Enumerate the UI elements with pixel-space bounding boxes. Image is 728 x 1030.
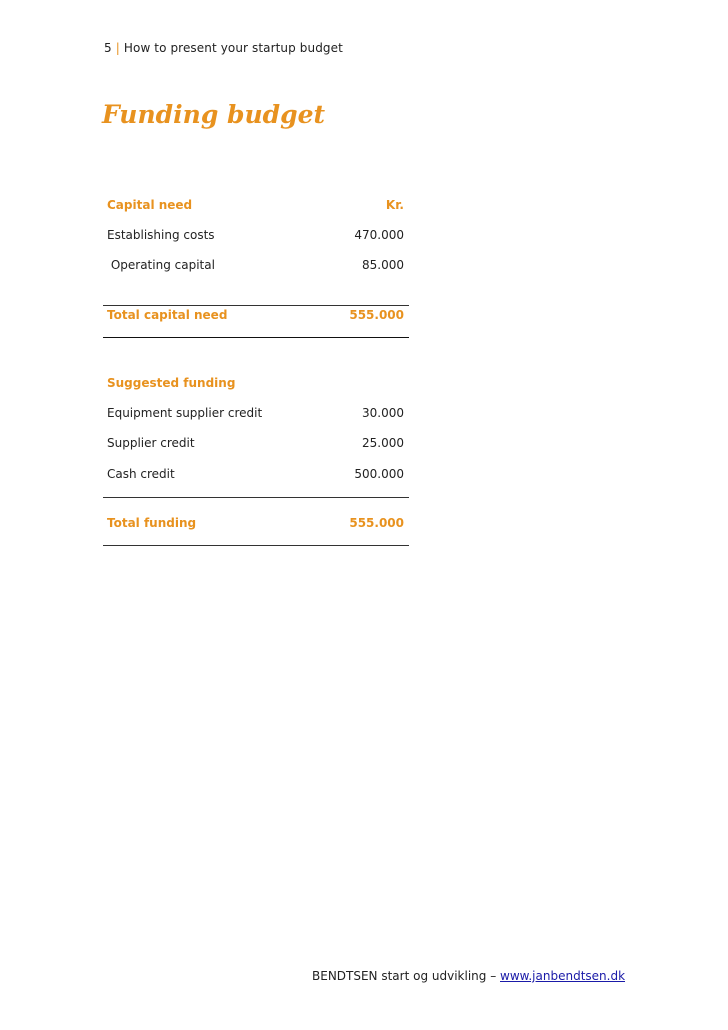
suggested-funding-heading: Suggested funding (107, 376, 236, 390)
total-value: 555.000 (349, 308, 404, 322)
capital-need-heading: Capital need (107, 198, 193, 212)
total-funding-row (103, 513, 409, 533)
page-header (104, 41, 343, 55)
total-capital-need-row (103, 305, 409, 325)
website-link[interactable]: www.janbendtsen.dk (500, 969, 626, 983)
row-value: 25.000 (362, 436, 404, 450)
table-row (103, 225, 409, 245)
total-label: Total funding (107, 516, 197, 530)
row-label: Equipment supplier credit (107, 406, 263, 420)
divider (103, 545, 409, 546)
page-title: Funding budget (102, 100, 326, 129)
footer-text: BENDTSEN start og udvikling – (312, 969, 501, 983)
header-title: How to present your startup budget (123, 41, 343, 55)
suggested-funding-heading-row (103, 373, 409, 393)
total-value: 555.000 (349, 516, 404, 530)
total-label: Total capital need (107, 308, 228, 322)
header-separator: | (115, 41, 120, 55)
divider (103, 337, 409, 338)
row-label: Establishing costs (107, 228, 215, 242)
row-value: 30.000 (362, 406, 404, 420)
table-row (103, 255, 409, 275)
page-footer (312, 969, 625, 983)
capital-need-heading-row (103, 195, 409, 215)
row-label: Supplier credit (107, 436, 195, 450)
table-row (103, 433, 409, 453)
row-label: Operating capital (107, 258, 215, 272)
row-value: 500.000 (354, 467, 404, 481)
currency-unit: Kr. (385, 198, 404, 212)
table-row (103, 464, 409, 484)
row-label: Cash credit (107, 467, 175, 481)
divider (103, 497, 409, 498)
table-row (103, 403, 409, 423)
page-number: 5 (104, 41, 112, 55)
row-value: 470.000 (354, 228, 404, 242)
row-value: 85.000 (362, 258, 404, 272)
